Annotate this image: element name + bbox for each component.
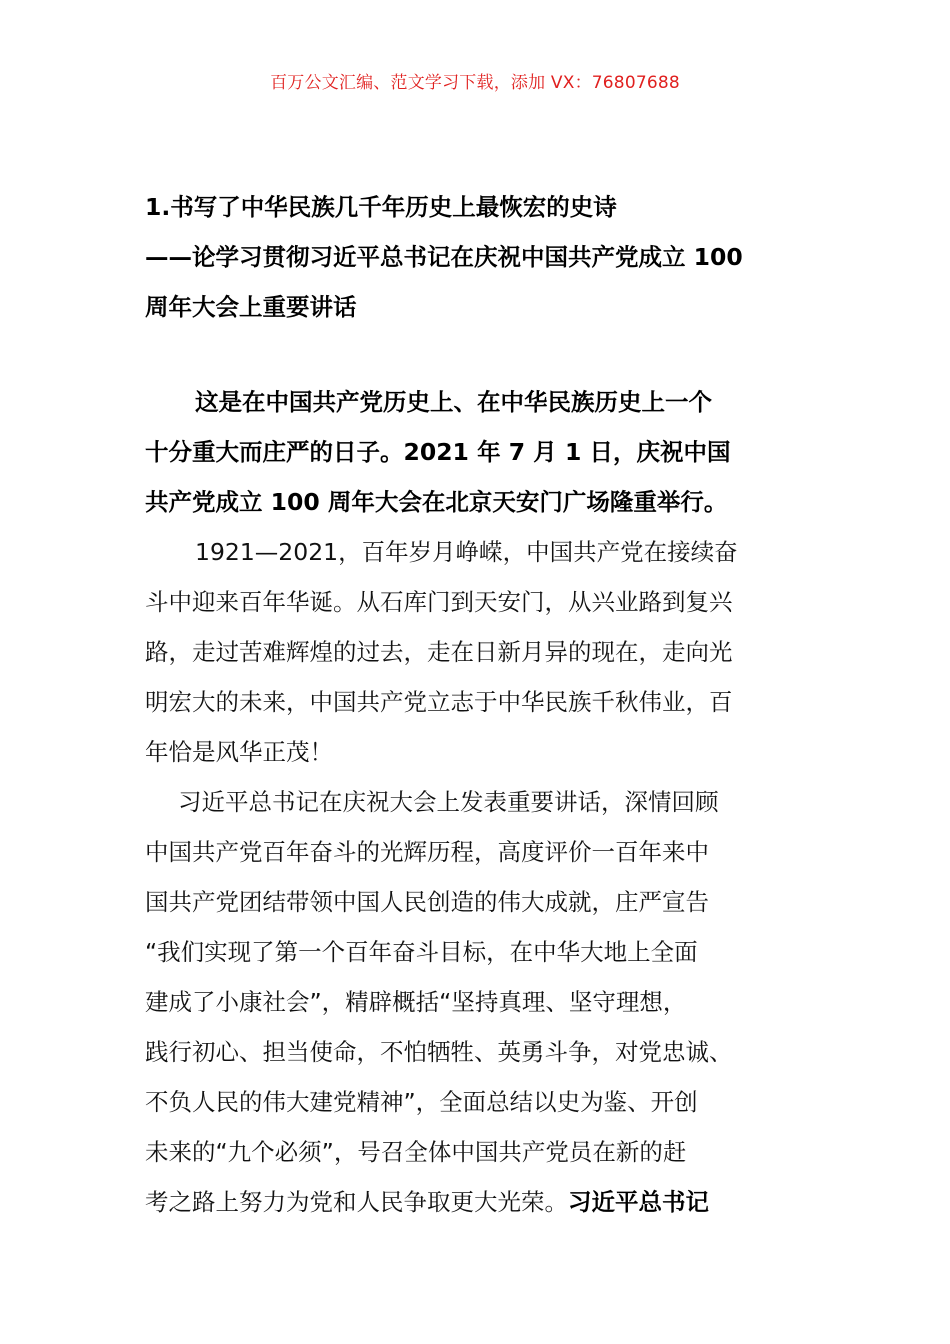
paragraph-3-line: 习近平总书记在庆祝大会上发表重要讲话，深情回顾 xyxy=(178,788,719,816)
paragraph-2-line: 1921—2021，百年岁月峥嵘，中国共产党在接续奋 xyxy=(195,538,738,566)
title-line-1: 1.书写了中华民族几千年历史上最恢宏的史诗 xyxy=(145,193,617,221)
paragraph-3-line: 中国共产党百年奋斗的光辉历程，高度评价一百年来中 xyxy=(145,838,709,866)
paragraph-3-line: “我们实现了第一个百年奋斗目标，在中华大地上全面 xyxy=(145,938,698,966)
title-line-2: ——论学习贯彻习近平总书记在庆祝中国共产党成立 100 xyxy=(145,243,743,271)
paragraph-3-line: 践行初心、担当使命，不怕牺牲、英勇斗争，对党忠诚、 xyxy=(145,1038,733,1066)
header-watermark-note: 百万公文汇编、范文学习下载，添加 VX：76807688 xyxy=(270,73,680,93)
paragraph-1-line: 这是在中国共产党历史上、在中华民族历史上一个 xyxy=(195,388,712,416)
paragraph-3-last-line xyxy=(145,1177,807,1227)
paragraph-2-line: 明宏大的未来，中国共产党立志于中华民族千秋伟业，百 xyxy=(145,688,733,716)
title-line-3: 周年大会上重要讲话 xyxy=(145,293,357,321)
paragraph-3-line: 不负人民的伟大建党精神”，全面总结以史为鉴、开创 xyxy=(145,1088,698,1116)
article-body xyxy=(145,377,807,1227)
article-title xyxy=(145,182,805,332)
paragraph-2-line: 年恰是风华正茂！ xyxy=(145,738,333,766)
paragraph-1-line: 共产党成立 100 周年大会在北京天安门广场隆重举行。 xyxy=(145,488,728,516)
paragraph-3-line: 未来的“九个必须”，号召全体中国共产党员在新的赶 xyxy=(145,1138,687,1166)
paragraph-3-line: 国共产党团结带领中国人民创造的伟大成就，庄严宣告 xyxy=(145,888,709,916)
paragraph-3-last-regular: 考之路上努力为党和人民争取更大光荣。 xyxy=(145,1188,568,1216)
paragraph-2-line: 斗中迎来百年华诞。从石库门到天安门，从兴业路到复兴 xyxy=(145,588,733,616)
paragraph-1-line: 十分重大而庄严的日子。2021 年 7 月 1 日，庆祝中国 xyxy=(145,438,731,466)
paragraph-2-line: 路，走过苦难辉煌的过去，走在日新月异的现在，走向光 xyxy=(145,638,733,666)
paragraph-3-line: 建成了小康社会”，精辟概括“坚持真理、坚守理想， xyxy=(145,988,687,1016)
paragraph-3-last-bold: 习近平总书记 xyxy=(568,1188,709,1216)
